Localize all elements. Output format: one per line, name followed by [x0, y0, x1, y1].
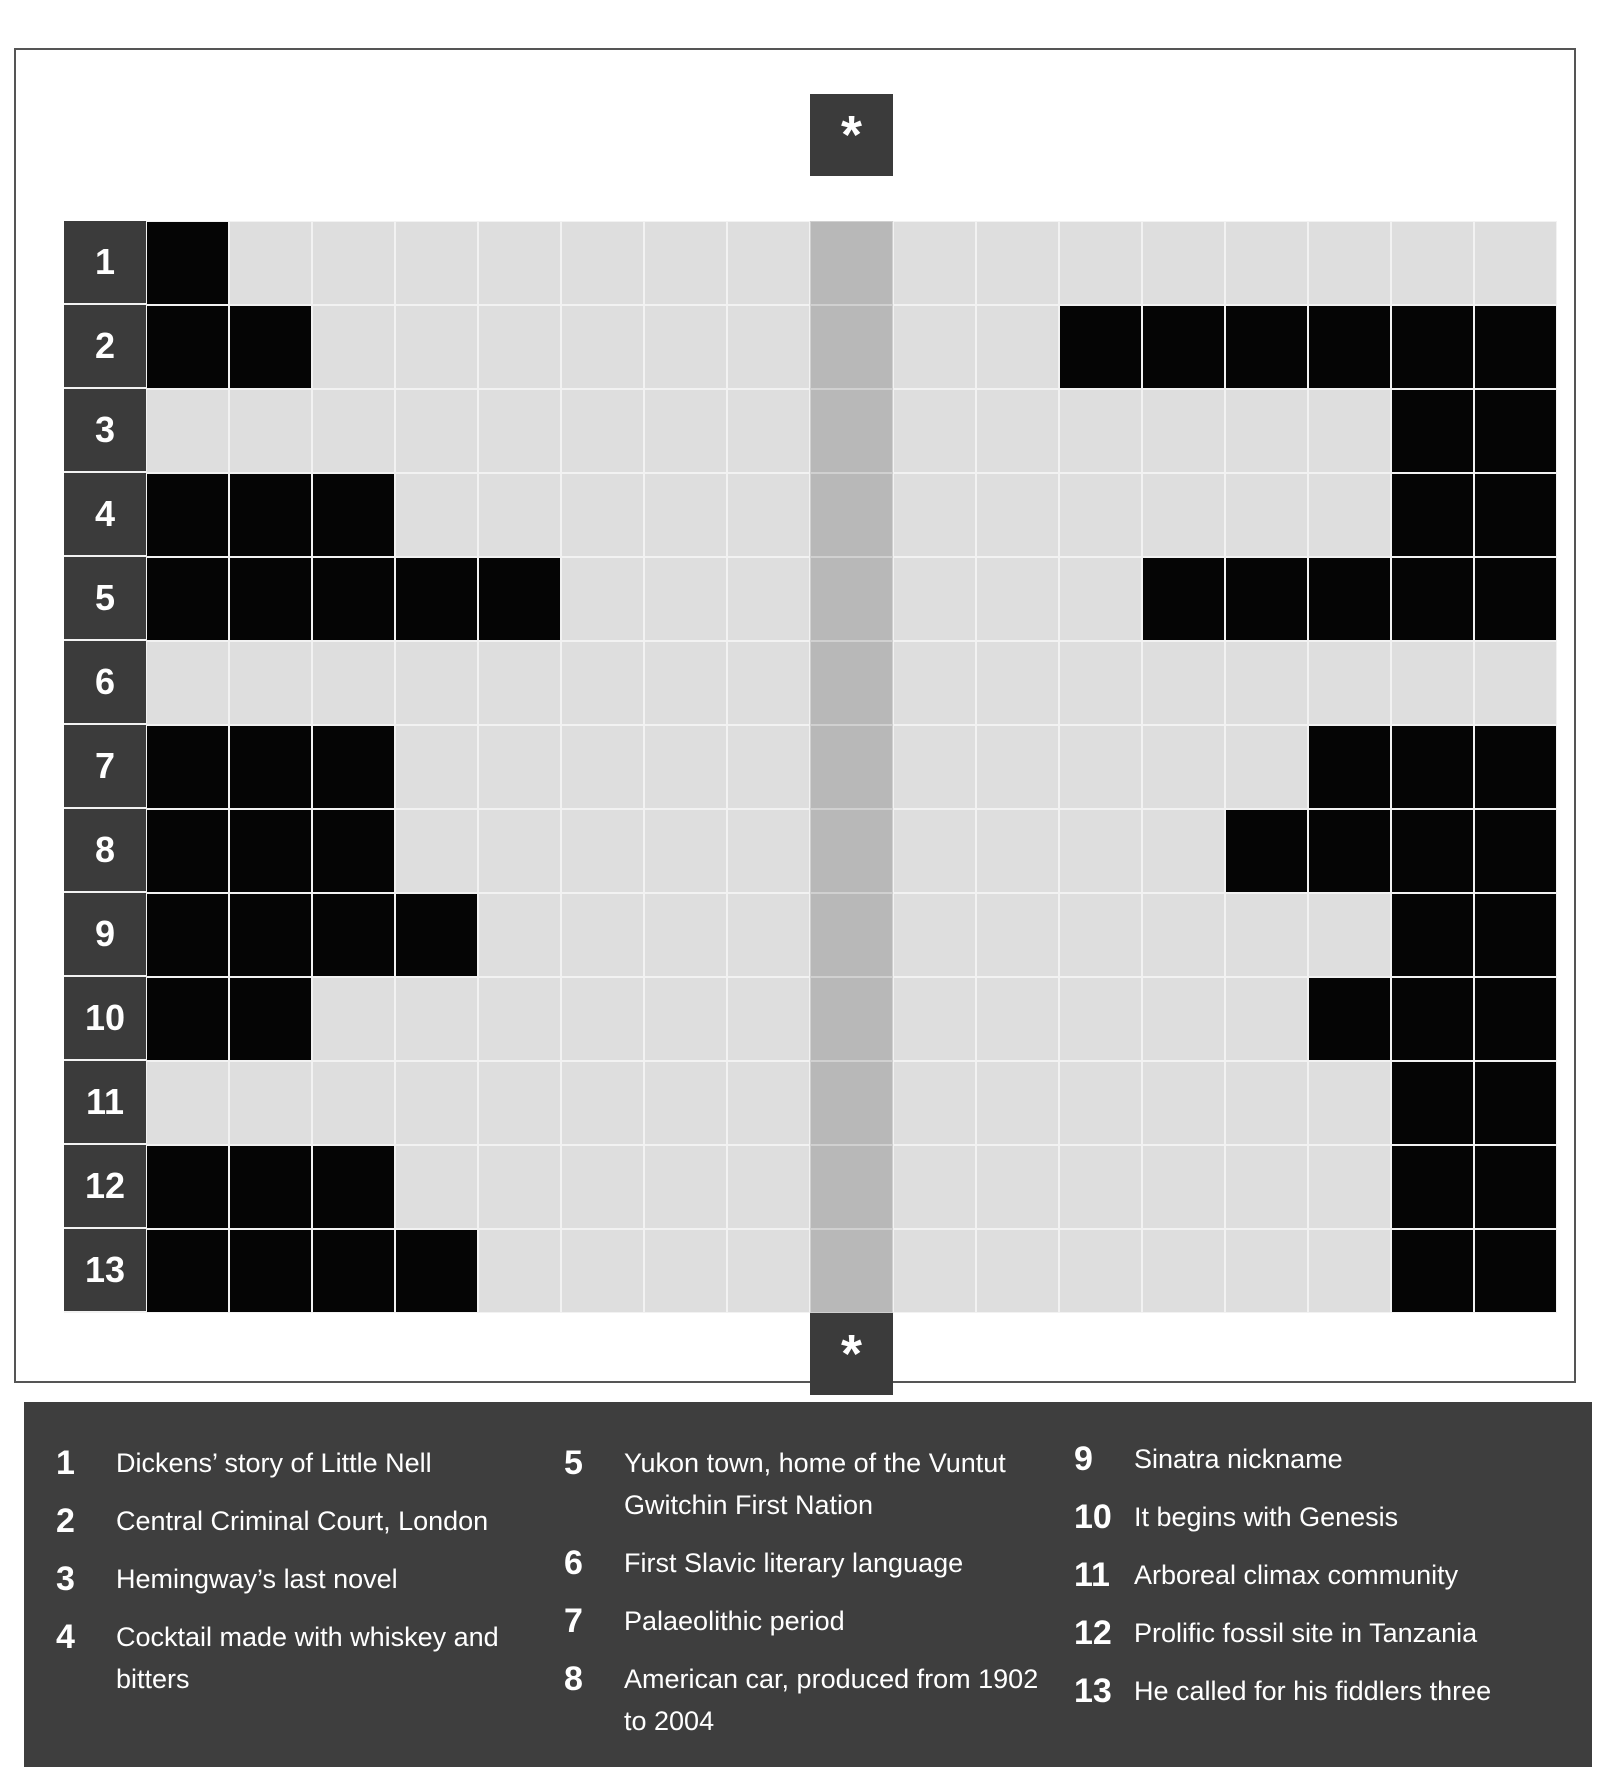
highlight-cell-r13-c9[interactable]: [810, 1229, 893, 1313]
black-cell-r5-c1: [146, 557, 229, 641]
grid-cell-r11-c12[interactable]: [1059, 1061, 1142, 1145]
grid-cell-r12-c8[interactable]: [727, 1145, 810, 1229]
highlight-cell-r6-c9[interactable]: [810, 641, 893, 725]
black-cell-r13-c3: [312, 1229, 395, 1313]
clue-number: 9: [1074, 1440, 1093, 1478]
grid-cell-r7-c11[interactable]: [976, 725, 1059, 809]
grid-cell-r1-c8[interactable]: [727, 221, 810, 305]
grid-cell-r3-c12[interactable]: [1059, 389, 1142, 473]
row-label-5: 5: [64, 557, 146, 641]
grid-cell-r12-c10[interactable]: [893, 1145, 976, 1229]
clue-item: [1074, 1438, 1554, 1480]
clue-item: [564, 1442, 1044, 1526]
black-cell-r8-c17: [1474, 809, 1557, 893]
black-cell-r10-c2: [229, 977, 312, 1061]
highlight-cell-r2-c9[interactable]: [810, 305, 893, 389]
black-cell-r9-c16: [1391, 893, 1474, 977]
grid-cell-r13-c7[interactable]: [644, 1229, 727, 1313]
grid-cell-r8-c12[interactable]: [1059, 809, 1142, 893]
grid-cell-r2-c6[interactable]: [561, 305, 644, 389]
black-cell-r9-c3: [312, 893, 395, 977]
grid-cell-r8-c5[interactable]: [478, 809, 561, 893]
grid-cell-r11-c1[interactable]: [146, 1061, 229, 1145]
black-cell-r5-c14: [1225, 557, 1308, 641]
grid-cell-r2-c4[interactable]: [395, 305, 478, 389]
highlight-cell-r3-c9[interactable]: [810, 389, 893, 473]
grid-cell-r11-c8[interactable]: [727, 1061, 810, 1145]
black-cell-r5-c3: [312, 557, 395, 641]
grid-cell-r6-c10[interactable]: [893, 641, 976, 725]
grid-cell-r9-c12[interactable]: [1059, 893, 1142, 977]
grid-cell-r1-c2[interactable]: [229, 221, 312, 305]
grid-cell-r10-c8[interactable]: [727, 977, 810, 1061]
grid-cell-r5-c6[interactable]: [561, 557, 644, 641]
grid-cell-r7-c12[interactable]: [1059, 725, 1142, 809]
grid-cell-r7-c6[interactable]: [561, 725, 644, 809]
black-cell-r7-c2: [229, 725, 312, 809]
clue-text: American car, produced from 1902 to 2004: [624, 1664, 1039, 1736]
black-cell-r7-c3: [312, 725, 395, 809]
clue-number: 6: [564, 1544, 583, 1582]
grid-cell-r4-c5[interactable]: [478, 473, 561, 557]
clue-column-3: [1074, 1438, 1554, 1728]
black-cell-r13-c1: [146, 1229, 229, 1313]
clue-number: 3: [56, 1560, 75, 1598]
black-cell-r10-c16: [1391, 977, 1474, 1061]
black-cell-r3-c16: [1391, 389, 1474, 473]
grid-cell-r6-c15[interactable]: [1308, 641, 1391, 725]
grid-cell-r10-c10[interactable]: [893, 977, 976, 1061]
grid-cell-r8-c7[interactable]: [644, 809, 727, 893]
black-cell-r10-c17: [1474, 977, 1557, 1061]
clue-text: He called for his fiddlers three: [1134, 1676, 1492, 1706]
clue-item: [1074, 1496, 1554, 1538]
clue-number: 11: [1074, 1556, 1110, 1594]
grid-cell-r6-c11[interactable]: [976, 641, 1059, 725]
black-cell-r5-c13: [1142, 557, 1225, 641]
grid-cell-r13-c10[interactable]: [893, 1229, 976, 1313]
grid-cell-r7-c7[interactable]: [644, 725, 727, 809]
grid-cell-r1-c4[interactable]: [395, 221, 478, 305]
grid-cell-r6-c5[interactable]: [478, 641, 561, 725]
grid-cell-r4-c8[interactable]: [727, 473, 810, 557]
grid-cell-r11-c15[interactable]: [1308, 1061, 1391, 1145]
clue-item: [1074, 1612, 1554, 1654]
clue-item: [564, 1542, 1044, 1584]
highlight-cell-r7-c9[interactable]: [810, 725, 893, 809]
grid-cell-r5-c7[interactable]: [644, 557, 727, 641]
grid-cell-r7-c13[interactable]: [1142, 725, 1225, 809]
clue-text: Palaeolithic period: [624, 1606, 845, 1636]
grid-cell-r13-c6[interactable]: [561, 1229, 644, 1313]
grid-cell-r9-c6[interactable]: [561, 893, 644, 977]
black-cell-r8-c3: [312, 809, 395, 893]
black-cell-r4-c2: [229, 473, 312, 557]
black-cell-r7-c15: [1308, 725, 1391, 809]
grid-cell-r11-c7[interactable]: [644, 1061, 727, 1145]
grid-cell-r12-c4[interactable]: [395, 1145, 478, 1229]
black-cell-r2-c13: [1142, 305, 1225, 389]
row-label-11: 11: [64, 1061, 146, 1145]
grid-cell-r3-c8[interactable]: [727, 389, 810, 473]
grid-cell-r12-c15[interactable]: [1308, 1145, 1391, 1229]
grid-cell-r2-c7[interactable]: [644, 305, 727, 389]
clue-item: [564, 1600, 1044, 1642]
grid-cell-r7-c10[interactable]: [893, 725, 976, 809]
black-cell-r12-c2: [229, 1145, 312, 1229]
highlight-cell-r10-c9[interactable]: [810, 977, 893, 1061]
black-cell-r10-c1: [146, 977, 229, 1061]
black-cell-r8-c2: [229, 809, 312, 893]
grid-cell-r2-c10[interactable]: [893, 305, 976, 389]
grid-cell-r13-c12[interactable]: [1059, 1229, 1142, 1313]
grid-cell-r11-c3[interactable]: [312, 1061, 395, 1145]
black-cell-r4-c1: [146, 473, 229, 557]
grid-cell-r3-c7[interactable]: [644, 389, 727, 473]
grid-cell-r1-c14[interactable]: [1225, 221, 1308, 305]
clue-number: 8: [564, 1660, 583, 1698]
clue-item: [56, 1442, 536, 1484]
grid-cell-r10-c5[interactable]: [478, 977, 561, 1061]
grid-cell-r9-c5[interactable]: [478, 893, 561, 977]
black-cell-r9-c17: [1474, 893, 1557, 977]
grid-cell-r3-c5[interactable]: [478, 389, 561, 473]
grid-cell-r13-c8[interactable]: [727, 1229, 810, 1313]
clue-number: 12: [1074, 1614, 1112, 1652]
grid-cell-r9-c14[interactable]: [1225, 893, 1308, 977]
highlight-cell-r12-c9[interactable]: [810, 1145, 893, 1229]
clue-column-2: [564, 1442, 1044, 1758]
black-cell-r7-c1: [146, 725, 229, 809]
grid-cell-r9-c15[interactable]: [1308, 893, 1391, 977]
row-label-6: 6: [64, 641, 146, 725]
grid-cell-r8-c8[interactable]: [727, 809, 810, 893]
grid-cell-r5-c8[interactable]: [727, 557, 810, 641]
grid-cell-r3-c6[interactable]: [561, 389, 644, 473]
grid-cell-r13-c13[interactable]: [1142, 1229, 1225, 1313]
grid-cell-r5-c10[interactable]: [893, 557, 976, 641]
grid-cell-r6-c1[interactable]: [146, 641, 229, 725]
grid-cell-r7-c14[interactable]: [1225, 725, 1308, 809]
grid-cell-r12-c11[interactable]: [976, 1145, 1059, 1229]
grid-cell-r6-c14[interactable]: [1225, 641, 1308, 725]
grid-cell-r8-c4[interactable]: [395, 809, 478, 893]
black-cell-r12-c3: [312, 1145, 395, 1229]
grid-cell-r3-c13[interactable]: [1142, 389, 1225, 473]
grid-cell-r4-c6[interactable]: [561, 473, 644, 557]
clue-text: Sinatra nickname: [1134, 1444, 1343, 1474]
black-cell-r8-c1: [146, 809, 229, 893]
grid-cell-r12-c14[interactable]: [1225, 1145, 1308, 1229]
clues-panel: [24, 1402, 1592, 1767]
grid-cell-r6-c3[interactable]: [312, 641, 395, 725]
grid-cell-r9-c13[interactable]: [1142, 893, 1225, 977]
black-cell-r2-c1: [146, 305, 229, 389]
grid-cell-r1-c17[interactable]: [1474, 221, 1557, 305]
highlight-cell-r5-c9[interactable]: [810, 557, 893, 641]
black-cell-r13-c16: [1391, 1229, 1474, 1313]
black-cell-r7-c16: [1391, 725, 1474, 809]
black-cell-r5-c17: [1474, 557, 1557, 641]
clue-item: [1074, 1554, 1554, 1596]
clue-number: 7: [564, 1602, 583, 1640]
black-cell-r5-c16: [1391, 557, 1474, 641]
grid-cell-r11-c6[interactable]: [561, 1061, 644, 1145]
clue-text: Dickens’ story of Little Nell: [116, 1448, 432, 1478]
grid-cell-r4-c4[interactable]: [395, 473, 478, 557]
black-cell-r5-c4: [395, 557, 478, 641]
black-cell-r5-c2: [229, 557, 312, 641]
clue-item: [564, 1658, 1044, 1742]
black-cell-r2-c2: [229, 305, 312, 389]
grid-cell-r1-c6[interactable]: [561, 221, 644, 305]
grid-cell-r9-c7[interactable]: [644, 893, 727, 977]
clue-text: Hemingway’s last novel: [116, 1564, 398, 1594]
black-cell-r3-c17: [1474, 389, 1557, 473]
grid-cell-r3-c10[interactable]: [893, 389, 976, 473]
grid-cell-r1-c3[interactable]: [312, 221, 395, 305]
clue-number: 13: [1074, 1672, 1112, 1710]
grid-cell-r4-c15[interactable]: [1308, 473, 1391, 557]
grid-cell-r13-c11[interactable]: [976, 1229, 1059, 1313]
clue-text: Prolific fossil site in Tanzania: [1134, 1618, 1478, 1648]
black-cell-r11-c17: [1474, 1061, 1557, 1145]
grid-cell-r11-c11[interactable]: [976, 1061, 1059, 1145]
clue-number: 10: [1074, 1498, 1112, 1536]
black-cell-r4-c16: [1391, 473, 1474, 557]
grid-cell-r2-c8[interactable]: [727, 305, 810, 389]
grid-cell-r13-c14[interactable]: [1225, 1229, 1308, 1313]
row-label-8: 8: [64, 809, 146, 893]
highlight-cell-r9-c9[interactable]: [810, 893, 893, 977]
clue-item: [56, 1500, 536, 1542]
black-cell-r10-c15: [1308, 977, 1391, 1061]
black-cell-r1-c1: [146, 221, 229, 305]
grid-cell-r11-c14[interactable]: [1225, 1061, 1308, 1145]
grid-cell-r9-c8[interactable]: [727, 893, 810, 977]
row-label-12: 12: [64, 1145, 146, 1229]
grid-cell-r12-c13[interactable]: [1142, 1145, 1225, 1229]
grid-cell-r1-c10[interactable]: [893, 221, 976, 305]
grid-cell-r1-c7[interactable]: [644, 221, 727, 305]
grid-cell-r1-c5[interactable]: [478, 221, 561, 305]
black-cell-r2-c14: [1225, 305, 1308, 389]
grid-cell-r5-c11[interactable]: [976, 557, 1059, 641]
black-cell-r2-c17: [1474, 305, 1557, 389]
highlight-cell-r11-c9[interactable]: [810, 1061, 893, 1145]
grid-cell-r3-c2[interactable]: [229, 389, 312, 473]
clue-text: Arboreal climax community: [1134, 1560, 1459, 1590]
grid-cell-r11-c4[interactable]: [395, 1061, 478, 1145]
grid-cell-r8-c13[interactable]: [1142, 809, 1225, 893]
clue-text: First Slavic literary language: [624, 1548, 964, 1578]
grid-cell-r6-c13[interactable]: [1142, 641, 1225, 725]
clue-text: Central Criminal Court, London: [116, 1506, 489, 1536]
grid-cell-r8-c11[interactable]: [976, 809, 1059, 893]
grid-cell-r10-c3[interactable]: [312, 977, 395, 1061]
grid-cell-r3-c15[interactable]: [1308, 389, 1391, 473]
grid-cell-r6-c16[interactable]: [1391, 641, 1474, 725]
grid-cell-r6-c4[interactable]: [395, 641, 478, 725]
grid-cell-r4-c7[interactable]: [644, 473, 727, 557]
grid-cell-r12-c5[interactable]: [478, 1145, 561, 1229]
clue-text: Yukon town, home of the Vuntut Gwitchin First Nation: [624, 1448, 1006, 1520]
clue-number: 2: [56, 1502, 75, 1540]
grid-cell-r2-c5[interactable]: [478, 305, 561, 389]
black-cell-r2-c12: [1059, 305, 1142, 389]
clue-number: 5: [564, 1444, 583, 1482]
grid-cell-r1-c16[interactable]: [1391, 221, 1474, 305]
grid-cell-r2-c11[interactable]: [976, 305, 1059, 389]
black-cell-r9-c4: [395, 893, 478, 977]
grid-cell-r6-c12[interactable]: [1059, 641, 1142, 725]
grid-cell-r12-c7[interactable]: [644, 1145, 727, 1229]
clue-item: [56, 1616, 536, 1700]
grid-cell-r10-c6[interactable]: [561, 977, 644, 1061]
grid-cell-r7-c8[interactable]: [727, 725, 810, 809]
black-cell-r12-c1: [146, 1145, 229, 1229]
grid-cell-r1-c11[interactable]: [976, 221, 1059, 305]
grid-cell-r3-c4[interactable]: [395, 389, 478, 473]
grid-cell-r3-c14[interactable]: [1225, 389, 1308, 473]
star-marker-top: *: [810, 94, 893, 176]
grid-cell-r10-c11[interactable]: [976, 977, 1059, 1061]
row-label-1: 1: [64, 221, 146, 305]
clue-text: Cocktail made with whiskey and bitters: [116, 1622, 499, 1694]
grid-cell-r3-c1[interactable]: [146, 389, 229, 473]
highlight-cell-r4-c9[interactable]: [810, 473, 893, 557]
black-cell-r8-c16: [1391, 809, 1474, 893]
puzzle-frame: [14, 48, 1576, 1383]
grid-cell-r1-c13[interactable]: [1142, 221, 1225, 305]
row-label-9: 9: [64, 893, 146, 977]
grid-cell-r6-c17[interactable]: [1474, 641, 1557, 725]
grid-cell-r10-c7[interactable]: [644, 977, 727, 1061]
grid-cell-r8-c10[interactable]: [893, 809, 976, 893]
grid-cell-r3-c11[interactable]: [976, 389, 1059, 473]
clue-item: [1074, 1670, 1554, 1712]
black-cell-r2-c15: [1308, 305, 1391, 389]
black-cell-r5-c15: [1308, 557, 1391, 641]
highlight-cell-r8-c9[interactable]: [810, 809, 893, 893]
grid-cell-r6-c8[interactable]: [727, 641, 810, 725]
row-label-3: 3: [64, 389, 146, 473]
row-label-2: 2: [64, 305, 146, 389]
grid-cell-r4-c11[interactable]: [976, 473, 1059, 557]
black-cell-r13-c4: [395, 1229, 478, 1313]
row-label-13: 13: [64, 1229, 146, 1313]
black-cell-r8-c14: [1225, 809, 1308, 893]
clue-number: 4: [56, 1618, 75, 1656]
grid-cell-r11-c13[interactable]: [1142, 1061, 1225, 1145]
black-cell-r5-c5: [478, 557, 561, 641]
grid-cell-r11-c2[interactable]: [229, 1061, 312, 1145]
grid-cell-r2-c3[interactable]: [312, 305, 395, 389]
grid-cell-r10-c12[interactable]: [1059, 977, 1142, 1061]
grid-cell-r1-c15[interactable]: [1308, 221, 1391, 305]
grid-cell-r4-c12[interactable]: [1059, 473, 1142, 557]
black-cell-r8-c15: [1308, 809, 1391, 893]
black-cell-r4-c3: [312, 473, 395, 557]
grid-cell-r4-c14[interactable]: [1225, 473, 1308, 557]
black-cell-r12-c16: [1391, 1145, 1474, 1229]
row-label-10: 10: [64, 977, 146, 1061]
grid-cell-r13-c5[interactable]: [478, 1229, 561, 1313]
row-label-7: 7: [64, 725, 146, 809]
grid-cell-r4-c10[interactable]: [893, 473, 976, 557]
grid-cell-r4-c13[interactable]: [1142, 473, 1225, 557]
grid-cell-r6-c7[interactable]: [644, 641, 727, 725]
black-cell-r2-c16: [1391, 305, 1474, 389]
black-cell-r11-c16: [1391, 1061, 1474, 1145]
grid-cell-r13-c15[interactable]: [1308, 1229, 1391, 1313]
grid-cell-r10-c4[interactable]: [395, 977, 478, 1061]
grid-cell-r6-c6[interactable]: [561, 641, 644, 725]
grid-cell-r9-c10[interactable]: [893, 893, 976, 977]
black-cell-r13-c17: [1474, 1229, 1557, 1313]
black-cell-r4-c17: [1474, 473, 1557, 557]
black-cell-r12-c17: [1474, 1145, 1557, 1229]
black-cell-r9-c2: [229, 893, 312, 977]
grid-cell-r6-c2[interactable]: [229, 641, 312, 725]
grid-cell-r12-c12[interactable]: [1059, 1145, 1142, 1229]
grid-cell-r11-c5[interactable]: [478, 1061, 561, 1145]
grid-cell-r7-c4[interactable]: [395, 725, 478, 809]
clue-number: 1: [56, 1444, 75, 1482]
grid-cell-r12-c6[interactable]: [561, 1145, 644, 1229]
clue-item: [56, 1558, 536, 1600]
clue-column-1: [56, 1442, 536, 1716]
grid-cell-r11-c10[interactable]: [893, 1061, 976, 1145]
grid-cell-r7-c5[interactable]: [478, 725, 561, 809]
black-cell-r9-c1: [146, 893, 229, 977]
grid-cell-r1-c12[interactable]: [1059, 221, 1142, 305]
grid-cell-r3-c3[interactable]: [312, 389, 395, 473]
black-cell-r7-c17: [1474, 725, 1557, 809]
grid-cell-r10-c14[interactable]: [1225, 977, 1308, 1061]
grid-cell-r5-c12[interactable]: [1059, 557, 1142, 641]
grid-cell-r9-c11[interactable]: [976, 893, 1059, 977]
grid-cell-r8-c6[interactable]: [561, 809, 644, 893]
star-marker-bottom: *: [810, 1313, 893, 1395]
black-cell-r13-c2: [229, 1229, 312, 1313]
grid-cell-r10-c13[interactable]: [1142, 977, 1225, 1061]
row-label-4: 4: [64, 473, 146, 557]
clue-text: It begins with Genesis: [1134, 1502, 1399, 1532]
highlight-cell-r1-c9[interactable]: [810, 221, 893, 305]
